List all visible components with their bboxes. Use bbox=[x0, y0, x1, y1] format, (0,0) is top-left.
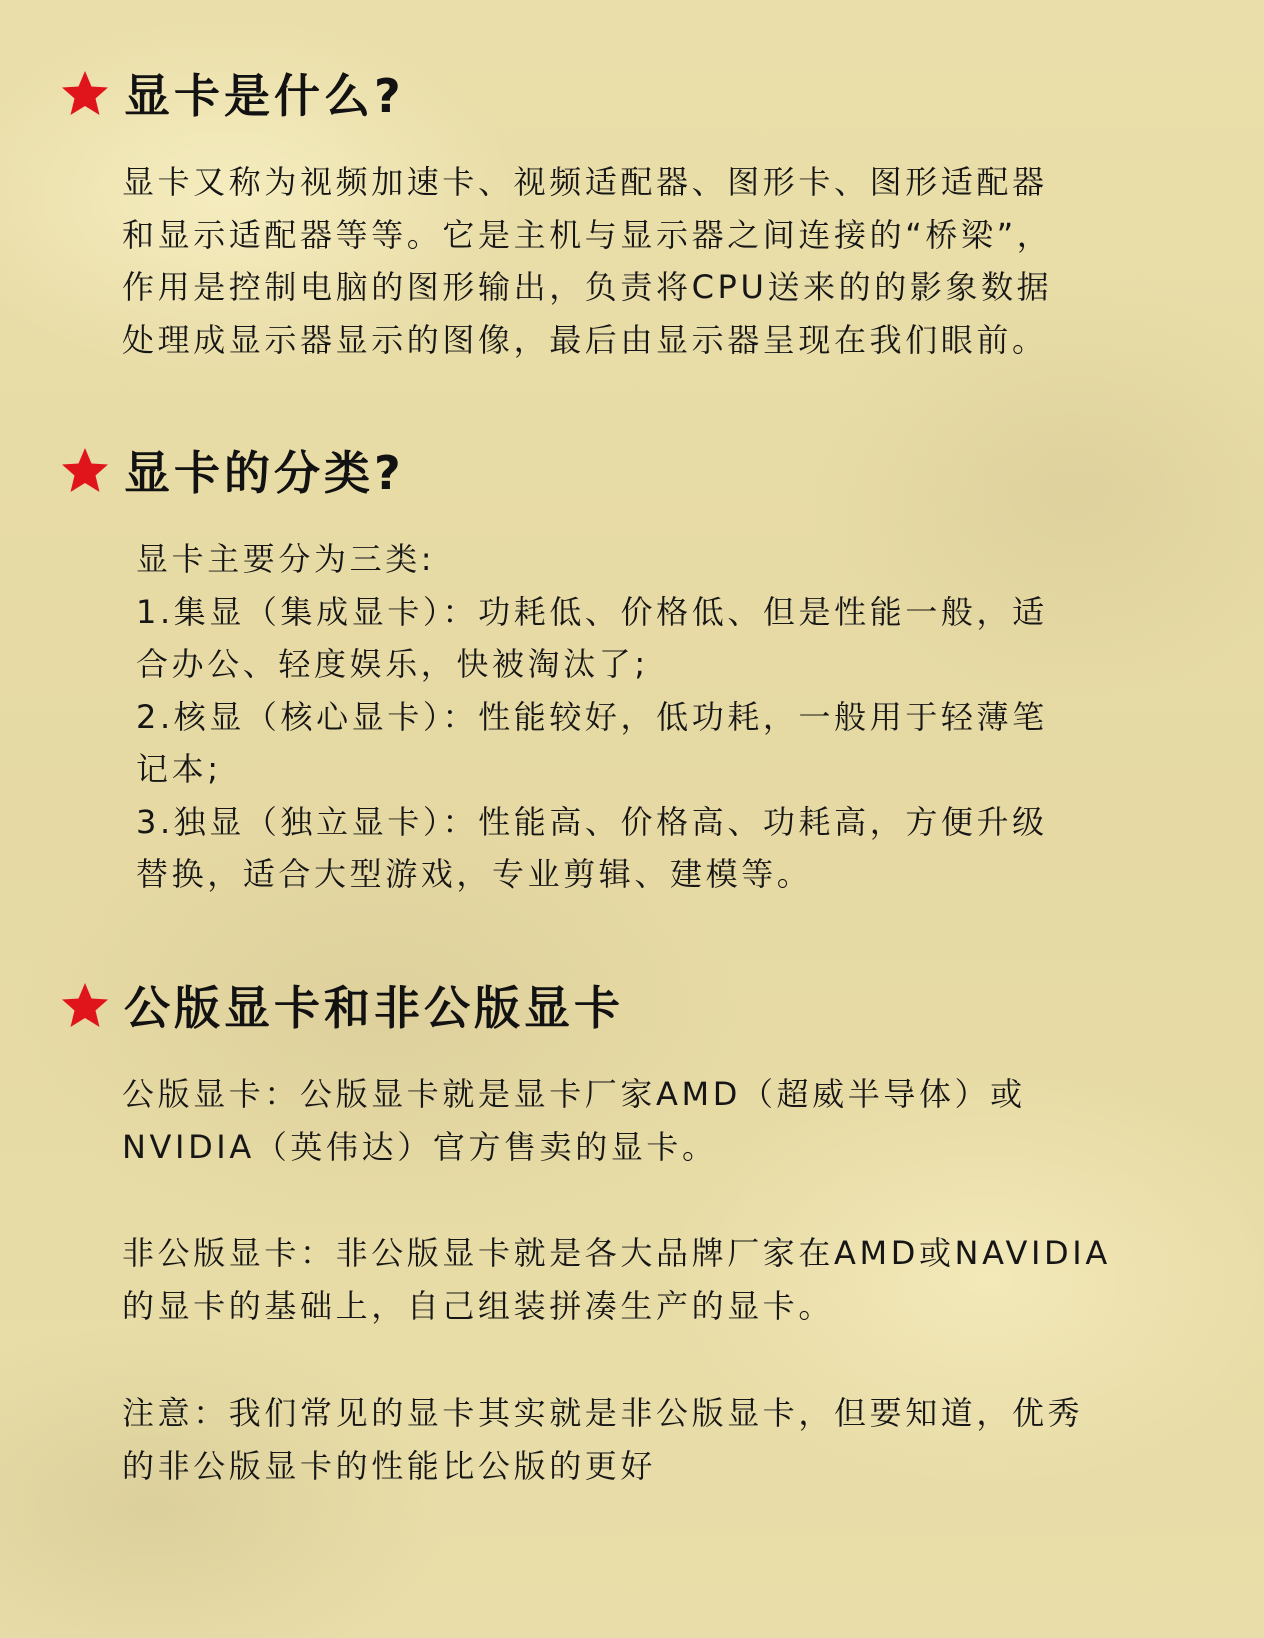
body-line: 和显示适配器等等。它是主机与显示器之间连接的“桥梁”， bbox=[122, 215, 1053, 254]
star-icon bbox=[60, 445, 110, 495]
body-line: 1.集显（集成显卡）：功耗低、价格低、但是性能一般，适 bbox=[136, 592, 1048, 631]
body-line: 合办公、轻度娱乐，快被淘汰了; bbox=[136, 645, 649, 683]
star-icon bbox=[60, 68, 110, 118]
paragraph-reference-card bbox=[122, 1068, 1026, 1173]
body-line: 注意：我们常见的显卡其实就是非公版显卡，但要知道，优秀 bbox=[122, 1394, 1084, 1432]
body-line: 显卡主要分为三类: bbox=[136, 540, 436, 578]
body-line: 记本; bbox=[136, 750, 222, 788]
body-line: 公版显卡：公版显卡就是显卡厂家AMD（超威半导体）或 bbox=[122, 1075, 1026, 1113]
body-line: 显卡又称为视频加速卡、视频适配器、图形卡、图形适配器 bbox=[122, 163, 1048, 201]
body-line: 处理成显示器显示的图像，最后由显示器呈现在我们眼前。 bbox=[122, 320, 1048, 359]
body-line: 的非公版显卡的性能比公版的更好 bbox=[122, 1446, 657, 1485]
body-line: 作用是控制电脑的图形输出，负责将CPU送来的的影象数据 bbox=[122, 268, 1053, 306]
body-line: 2.核显（核心显卡）：性能较好，低功耗，一般用于轻薄笔 bbox=[136, 697, 1048, 736]
section-heading bbox=[60, 430, 405, 510]
section-heading bbox=[60, 965, 624, 1045]
body-line: 3.独显（独立显卡）：性能高、价格高、功耗高，方便升级 bbox=[136, 802, 1048, 841]
paragraph-note bbox=[122, 1387, 1083, 1492]
body-line: 替换，适合大型游戏，专业剪辑、建模等。 bbox=[136, 855, 813, 893]
section-heading-text: 公版显卡和非公版显卡 bbox=[124, 981, 624, 1035]
section-body bbox=[122, 156, 1052, 366]
paragraph-nonreference-card bbox=[122, 1227, 1111, 1332]
body-line: NVIDIA（英伟达）官方售卖的显卡。 bbox=[122, 1127, 718, 1166]
section-heading-text: 显卡是什么? bbox=[124, 69, 405, 123]
body-line: 非公版显卡：非公版显卡就是各大品牌厂家在AMD或NAVIDIA bbox=[122, 1234, 1111, 1272]
star-icon bbox=[60, 980, 110, 1030]
body-line: 的显卡的基础上，自己组装拼凑生产的显卡。 bbox=[122, 1286, 835, 1325]
section-body bbox=[136, 533, 1048, 901]
section-heading bbox=[60, 53, 405, 133]
section-heading-text: 显卡的分类? bbox=[124, 446, 405, 500]
